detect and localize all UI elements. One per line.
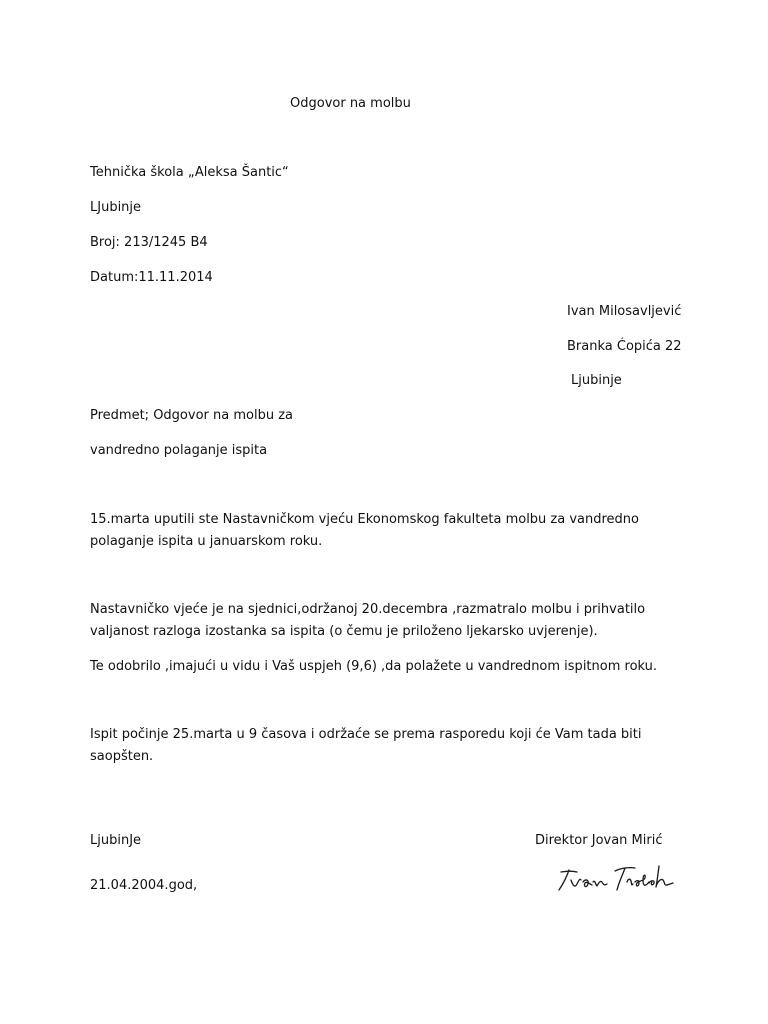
document-date: Datum:11.11.2014 bbox=[90, 270, 213, 285]
sender-school: Tehnička škola „Aleksa Šantic“ bbox=[90, 165, 289, 180]
recipient-street: Branka Ćopića 22 bbox=[567, 339, 682, 354]
recipient-name: Ivan Milosavljević bbox=[567, 304, 682, 319]
subject-line-1: Predmet; Odgovor na molbu za bbox=[90, 408, 293, 423]
handwritten-signature bbox=[555, 862, 677, 896]
signatory-name: Direktor Jovan Mirić bbox=[535, 833, 663, 848]
body-paragraph-1: 15.marta uputili ste Nastavničkom vjeću Ekonomskog fakulteta molbu za vandredno polaganje ispita u januarskom roku. bbox=[90, 512, 640, 549]
subject-line-2: vandredno polaganje ispita bbox=[90, 443, 268, 458]
body-paragraph-4: Ispit počinje 25.marta u 9 časova i održaće se prema rasporedu koji će Vam tada biti saopšten. bbox=[90, 727, 642, 764]
recipient-city: Ljubinje bbox=[571, 373, 622, 388]
footer-date: 21.04.2004.god, bbox=[90, 878, 198, 893]
sender-city: LJubinje bbox=[90, 200, 142, 215]
reference-number: Broj: 213/1245 B4 bbox=[90, 235, 208, 250]
body-paragraph-2: Nastavničko vjeće je na sjednici,održanoj 20.decembra ,razmatralo molbu i prihvatilo valjanost razloga izostanka sa ispita (o čemu je priloženo ljekarsko uvjerenje). bbox=[90, 602, 646, 639]
body-paragraph-3: Te odobrilo ,imajući u vidu i Vaš uspjeh (9,6) ,da polažete u vandrednom ispitnom roku. bbox=[90, 659, 658, 674]
page-title: Odgovor na molbu bbox=[290, 96, 411, 111]
footer-place: LjubinJe bbox=[90, 833, 142, 848]
